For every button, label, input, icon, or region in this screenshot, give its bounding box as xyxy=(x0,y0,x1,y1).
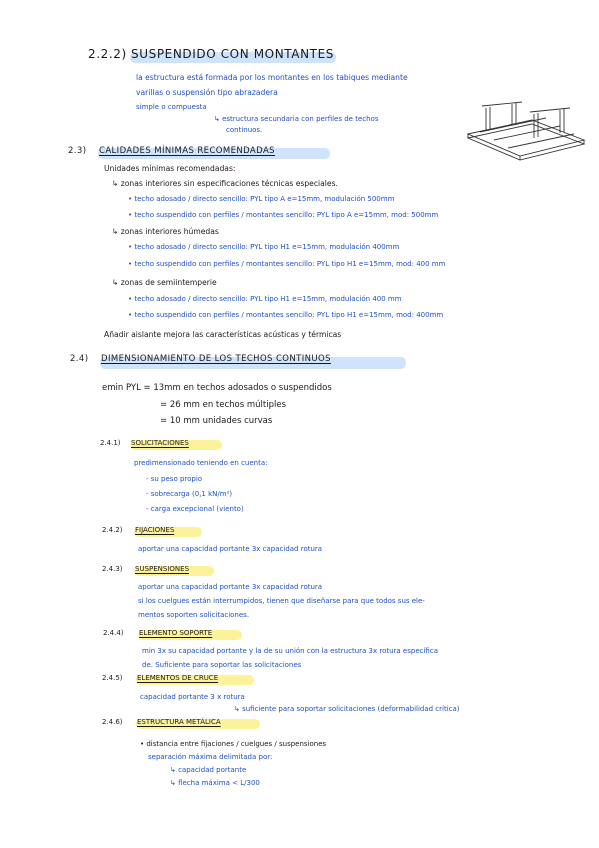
text-line: predimensionado teniendo en cuenta: xyxy=(134,459,268,467)
group-heading: ↳ zonas interiores húmedas xyxy=(112,227,219,236)
section-title: SUSPENSIONES xyxy=(135,565,190,573)
list-item: • techo suspendido con perfiles / montantes sencillo: PYL tipo H1 e=15mm, mod: 400mm xyxy=(128,311,444,319)
section-number: 2.4.1) xyxy=(100,439,121,447)
text-line: Añadir aislante mejora las características acústicas y térmicas xyxy=(104,330,342,339)
section-title: SUSPENDIDO CON MONTANTES xyxy=(131,47,334,61)
section-number: 2.4.6) xyxy=(102,718,123,726)
text-line: ↳ suficiente para soportar solicitaciones (deformabilidad crítica) xyxy=(234,705,460,713)
text-line: Unidades mínimas recomendadas: xyxy=(104,164,236,173)
list-item: • techo adosado / directo sencillo: PYL tipo H1 e=15mm, modulación 400 mm xyxy=(128,295,402,303)
group-heading: ↳ zonas interiores sin especificaciones técnicas especiales. xyxy=(112,179,338,188)
text-line: - carga excepcional (viento) xyxy=(146,505,244,513)
section-number: 2.4.4) xyxy=(103,629,124,637)
text-line: ↳ capacidad portante xyxy=(170,766,247,774)
section-title: SOLICITACIONES xyxy=(131,439,189,447)
text-line: capacidad portante 3 x rotura xyxy=(140,693,245,701)
section-number: 2.3) xyxy=(68,146,87,156)
text-line: mentos soporten solicitaciones. xyxy=(138,611,250,619)
list-item: • techo suspendido con perfiles / montantes sencillo: PYL tipo H1 e=15mm, mod: 400 mm xyxy=(128,260,446,268)
text-line: min 3x su capacidad portante y la de su unión con la estructura 3x rotura específica xyxy=(142,647,438,655)
list-item: • techo adosado / directo sencillo: PYL tipo A e=15mm, modulación 500mm xyxy=(128,195,395,203)
section-number: 2.4.5) xyxy=(102,674,123,682)
section-title: ELEMENTO SOPORTE xyxy=(139,629,213,637)
text-line: - su peso propio xyxy=(146,475,203,483)
section-title: ELEMENTOS DE CRUCE xyxy=(137,674,219,682)
section-title: FIJACIONES xyxy=(135,526,175,534)
text-line: emin PYL = 13mm en techos adosados o suspendidos xyxy=(102,383,332,393)
text-line: simple o compuesta xyxy=(136,103,207,111)
section-number: 2.4.3) xyxy=(102,565,123,573)
text-line: • distancia entre fijaciones / cuelgues / suspensiones xyxy=(140,740,327,748)
list-item: • techo suspendido con perfiles / montantes sencillo: PYL tipo A e=15mm, mod: 500mm xyxy=(128,211,439,219)
text-line: ↳ flecha máxima < L/300 xyxy=(170,779,260,787)
text-line: aportar una capacidad portante 3x capacidad rotura xyxy=(138,545,323,553)
text-line: varillas o suspensión tipo abrazadera xyxy=(136,88,278,97)
suspended-ceiling-sketch-icon xyxy=(462,100,590,162)
section-number: 2.4.2) xyxy=(102,526,123,534)
section-number: 2.2.2) xyxy=(88,47,127,61)
list-item: • techo adosado / directo sencillo: PYL tipo H1 e=15mm, modulación 400mm xyxy=(128,243,400,251)
text-line: separación máxima delimitada por: xyxy=(148,753,273,761)
section-title: CALIDADES MÍNIMAS RECOMENDADAS xyxy=(99,146,275,156)
section-title: ESTRUCTURA METÁLICA xyxy=(137,718,221,726)
text-line: ↳ estructura secundaria con perfiles de techos xyxy=(214,115,379,123)
text-line: la estructura está formada por los montantes en los tabiques mediante xyxy=(136,73,408,82)
group-heading: ↳ zonas de semiintemperie xyxy=(112,278,217,287)
text-line: - sobrecarga (0,1 kN/m²) xyxy=(146,490,233,498)
text-line: continuos. xyxy=(226,126,263,134)
text-line: aportar una capacidad portante 3x capacidad rotura xyxy=(138,583,323,591)
section-number: 2.4) xyxy=(70,354,89,364)
text-line: de. Suficiente para soportar las solicitaciones xyxy=(142,661,302,669)
text-line: = 10 mm unidades curvas xyxy=(160,416,273,426)
section-title: DIMENSIONAMIENTO DE LOS TECHOS CONTINUOS xyxy=(101,354,331,364)
text-line: si los cuelgues están interrumpidos, tienen que diseñarse para que todos sus ele- xyxy=(138,597,425,605)
text-line: = 26 mm en techos múltiples xyxy=(160,400,287,410)
